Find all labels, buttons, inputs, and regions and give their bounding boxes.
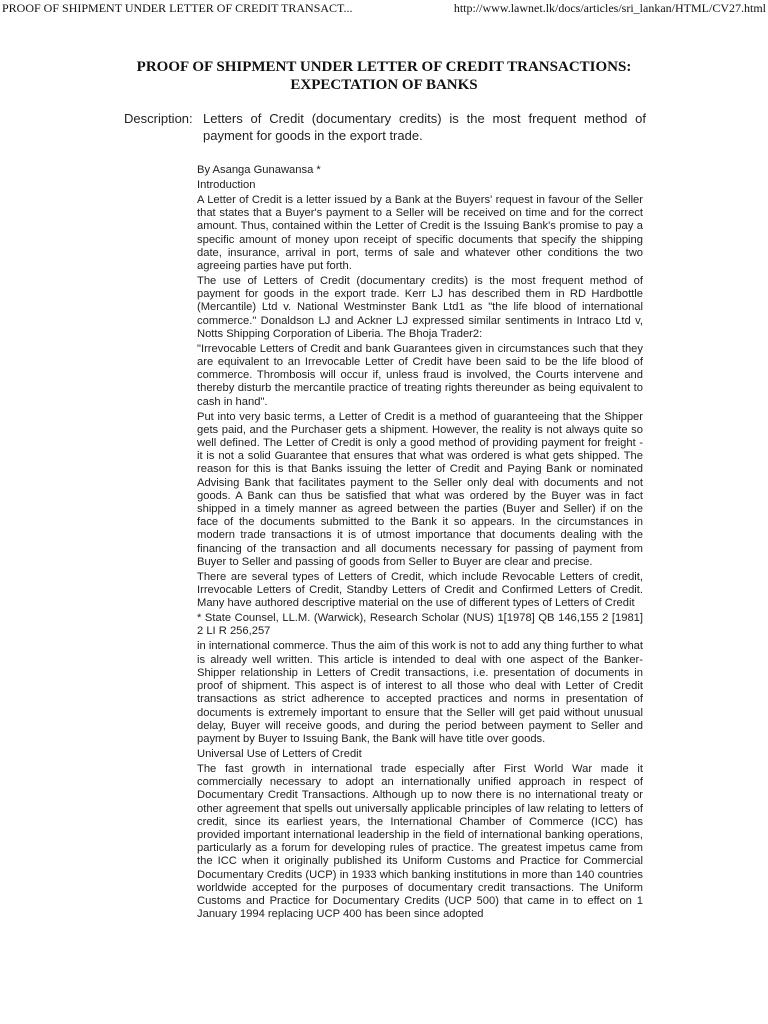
print-header bbox=[0, 0, 768, 18]
paragraph-1: A Letter of Credit is a letter issued by a Bank at the Buyers' request in favour of the Seller that states that a Buyer's payment to a Seller will be received on time and for the correct amount. Thus, contained within the Letter of Credit is the Issuing Bank's promise to pay a specific amount of money upon receipt of specific documents that specify the shipping date, insurance, arrival in port, terms of sale and whatever other conditions the two agreeing parties have put forth. bbox=[197, 194, 643, 273]
quotation-paragraph: "Irrevocable Letters of Credit and bank Guarantees given in circumstances such that they are equivalent to an Irrevocable Letter of Credit have been said to be the life blood of commerce. Thrombosis will occur if, unless fraud is involved, the Courts intervene and thereby disturb the mercantile practice of treating rights thereunder as being equivalent to cash in hand". bbox=[197, 342, 643, 408]
print-header-title: PROOF OF SHIPMENT UNDER LETTER OF CREDIT TRANSACT... bbox=[2, 1, 353, 15]
paragraph-5: There are several types of Letters of Credit, which include Revocable Letters of credit, Irrevocable Letters of Credit, Standby Letters of Credit and Confirmed Letters of Credit. Many have authored descriptive material on the use of different types of Letters of Credit bbox=[197, 570, 643, 610]
print-header-url: http://www.lawnet.lk/docs/articles/sri_lankan/HTML/CV27.html bbox=[453, 1, 766, 15]
section-heading-introduction: Introduction bbox=[197, 179, 256, 191]
description-label: Description: bbox=[124, 111, 193, 126]
document-title bbox=[100, 58, 668, 94]
description-text: Letters of Credit (documentary credits) is the most frequent method of payment for goods in the export trade. bbox=[203, 111, 646, 143]
document-title-line-2: EXPECTATION OF BANKS bbox=[290, 77, 478, 93]
document-title-line-1: PROOF OF SHIPMENT UNDER LETTER OF CREDIT TRANSACTIONS: bbox=[136, 59, 632, 75]
paragraph-7: The fast growth in international trade especially after First World War made it commercially necessary to adopt an internationally unified approach in respect of Documentary Credit Transactions. Although up to now there is no international treaty or other agreement that spells out universally applicable principles of law relating to letters of credit, since its earliest years, the International Chamber of Commerce (ICC) has provided important international leadership in the field of international banking operations, particularly as a forum for developing rules of practice. The greatest impetus came from the ICC when it originally published its Uniform Customs and Practice for Commercial Documentary Credits (UCP) in 1933 which banking institutions in more than 140 countries worldwide accepted for the purposes of documentary credit transactions. The Uniform Customs and Practice for Documentary Credits (UCP 500) that came in to effect on 1 January 1994 replacing UCP 400 has been since adopted bbox=[197, 762, 643, 921]
byline: By Asanga Gunawansa * bbox=[197, 164, 321, 176]
paragraph-4: Put into very basic terms, a Letter of Credit is a method of guaranteeing that the Shipper gets paid, and the Purchaser gets a shipment. However, the reality is not always quite so well defined. The Letter of Credit is only a good method of providing payment for freight - it is not a solid Guarantee that ensures that what was ordered is what gets shipped. The reason for this is that Banks issuing the letter of Credit and Paying Bank or nominated Advising Bank that facilitates payment to the Seller only deal with documents and not goods. A Bank can thus be satisfied that what was ordered by the Buyer was in fact shipped in a timely manner as agreed between the parties (Buyer and Seller) if on the face of the documents submitted to the Bank it so appears. In the circumstances in modern trade transactions it is of utmost importance that documents dealing with the financing of the transaction and all documents necessary for passing of payment from Buyer to Seller and passing of goods from Seller to Buyer are clear and precise. bbox=[197, 410, 643, 568]
description-block bbox=[124, 110, 646, 144]
section-heading-universal-use: Universal Use of Letters of Credit bbox=[197, 747, 362, 760]
article-body bbox=[197, 164, 643, 923]
footnote: * State Counsel, LL.M. (Warwick), Research Scholar (NUS) 1[1978] QB 146,155 2 [1981] 2 LI R 256,257 bbox=[197, 612, 643, 638]
paragraph-2: The use of Letters of Credit (documentary credits) is the most frequent method of payment for goods in the export trade. Kerr LJ has described them in RD Hardbottle (Mercantile) Ltd v. National Westminster Bank Ltd1 as "the life blood of international commerce." Donaldson LJ and Ackner LJ expressed similar sentiments in Intraco Ltd v, Notts Shipping Corporation of Liberia. The Bhoja Trader2: bbox=[197, 275, 643, 340]
paragraph-6: in international commerce. Thus the aim of this work is not to add any thing further to what is already well written. This article is intended to deal with one aspect of the Banker-Shipper relationship in Letters of Credit transactions, i.e. presentation of documents in proof of shipment. This aspect is of interest to all those who deal with Letter of Credit transactions as strict adherence to accepted practices and norms in presentation of documents is extremely important to ensure that the Seller will get paid without unusual delay, Buyer will receive goods, and during the period between payment to Seller and payment by Buyer to Issuing Bank, the Bank will have title over goods. bbox=[197, 640, 643, 745]
